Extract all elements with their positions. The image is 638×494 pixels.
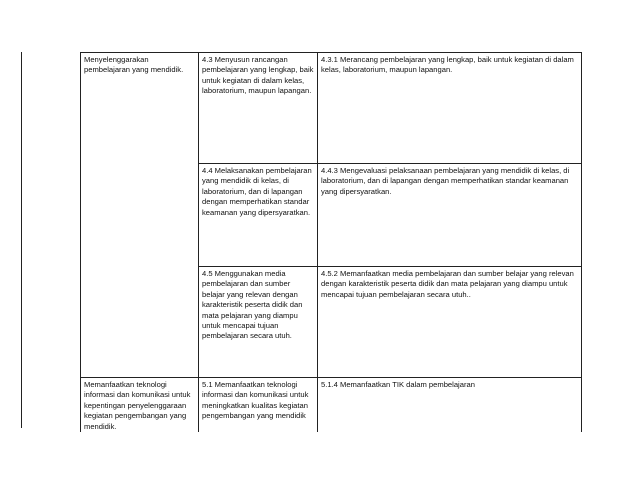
indicator-cell: 4.4 Melaksanakan pembelajaran yang mendidik di kelas, di laboratorium, dan di lapangan dengan memperhatikan standar keamanan yang dipersyaratkan. xyxy=(199,164,318,267)
table-row xyxy=(81,267,582,378)
detail-cell: 4.5.2 Memanfaatkan media pembelajaran dan sumber belajar yang relevan dengan karakteristik peserta didik dan mata pelajaran yang diampu untuk mencapai tujuan pembelajaran secara utuh.. xyxy=(318,267,582,378)
competency-cell: Menyelenggarakan pembelajaran yang mendidik. xyxy=(81,53,199,164)
table-row xyxy=(81,378,582,433)
detail-cell: 5.1.4 Memanfaatkan TIK dalam pembelajaran xyxy=(318,378,582,433)
competency-cell xyxy=(81,267,199,378)
detail-cell: 4.4.3 Mengevaluasi pelaksanaan pembelajaran yang mendidik di kelas, di laboratorium, dan di lapangan dengan memperhatikan standar keamanan yang dipersyaratkan. xyxy=(318,164,582,267)
table-row xyxy=(81,53,582,164)
table-row xyxy=(81,164,582,267)
competency-cell: Memanfaatkan teknologi informasi dan komunikasi untuk kepentingan penyelenggaraan kegiatan pengembangan yang mendidik. xyxy=(81,378,199,433)
left-margin-rule xyxy=(21,52,22,428)
indicator-cell: 5.1 Memanfaatkan teknologi informasi dan komunikasi untuk meningkatkan kualitas kegiatan pengembangan yang mendidik xyxy=(199,378,318,433)
detail-cell: 4.3.1 Merancang pembelajaran yang lengkap, baik untuk kegiatan di dalam kelas, laboratorium, maupun lapangan. xyxy=(318,53,582,164)
competency-cell xyxy=(81,164,199,267)
competency-table xyxy=(80,52,582,432)
indicator-cell: 4.5 Menggunakan media pembelajaran dan sumber belajar yang relevan dengan karakteristik peserta didik dan mata pelajaran yang diampu untuk mencapai tujuan pembelajaran secara utuh. xyxy=(199,267,318,378)
indicator-cell: 4.3 Menyusun rancangan pembelajaran yang lengkap, baik untuk kegiatan di dalam kelas, laboratorium, maupun lapangan. xyxy=(199,53,318,164)
